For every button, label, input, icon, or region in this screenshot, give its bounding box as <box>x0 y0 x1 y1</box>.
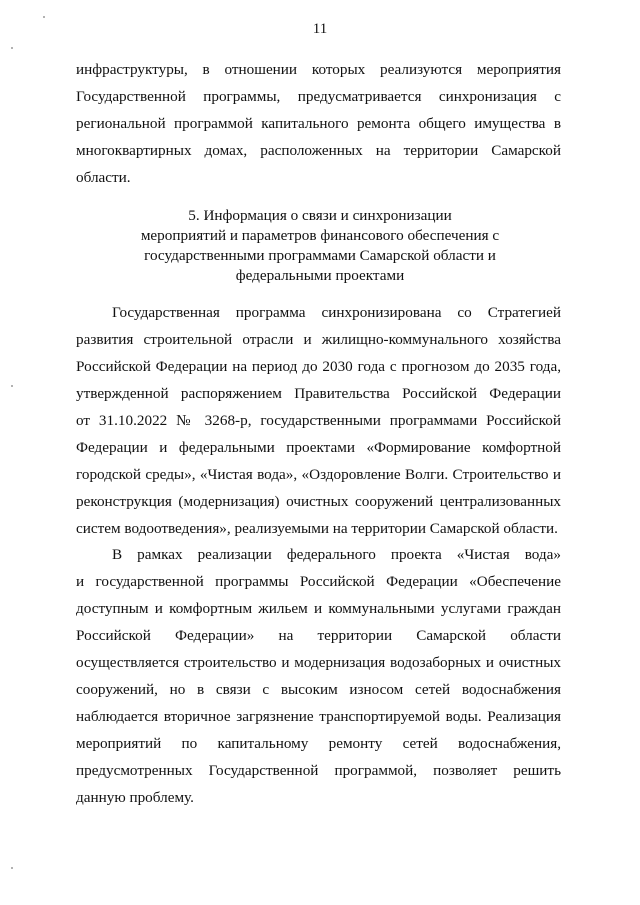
paragraph-3-line: В рамках реализации федерального проекта «Чистая вода» <box>112 546 561 563</box>
paragraph-2-line: систем водоотведения», реализуемыми на территории Самарской области. <box>76 520 558 537</box>
section-heading-line: федеральными проектами <box>235 267 405 284</box>
paragraph-2-line: Государственная программа синхронизирована со Стратегией <box>112 304 561 321</box>
section-heading-line: мероприятий и параметров финансового обеспечения с <box>140 227 500 244</box>
scan-speck <box>43 16 45 18</box>
page-number: 11 <box>312 21 328 37</box>
section-heading-line: 5. Информация о связи и синхронизации <box>188 207 452 224</box>
paragraph-3-line: доступным и комфортным жильем и коммунальными услугами граждан <box>76 600 561 617</box>
scan-speck <box>11 47 13 49</box>
paragraph-3-line: осуществляется строительство и модернизация водозаборных и очистных <box>76 654 561 671</box>
paragraph-3-line: сооружений, но в связи с высоким износом сетей водоснабжения <box>76 681 561 698</box>
paragraph-3-line: Российской Федерации» на территории Самарской области <box>76 627 561 644</box>
paragraph-2-line: Федерации и федеральными проектами «Формирование комфортной <box>76 439 561 456</box>
paragraph-1-line: региональной программой капитального ремонта общего имущества в <box>76 115 561 132</box>
scan-speck <box>11 385 13 387</box>
paragraph-1-line: инфраструктуры, в отношении которых реализуются мероприятия <box>76 61 561 78</box>
scan-speck <box>11 867 13 869</box>
paragraph-2-line: городской среды», «Чистая вода», «Оздоровление Волги. Строительство и <box>76 466 561 483</box>
paragraph-3-line: и государственной программы Российской Федерации «Обеспечение <box>76 573 561 590</box>
paragraph-3-line: данную проблему. <box>76 789 194 806</box>
paragraph-3-line: предусмотренных Государственной программой, позволяет решить <box>76 762 561 779</box>
section-heading-line: государственными программами Самарской области и <box>144 247 496 264</box>
paragraph-1-line: Государственной программы, предусматривается синхронизация с <box>76 88 561 105</box>
paragraph-1-line: многоквартирных домах, расположенных на территории Самарской <box>76 142 561 159</box>
paragraph-1-line: области. <box>76 169 131 186</box>
paragraph-2-line: от 31.10.2022 № 3268-р, государственными программами Российской <box>76 412 561 429</box>
paragraph-2-line: Российской Федерации на период до 2030 года с прогнозом до 2035 года, <box>76 358 561 375</box>
paragraph-3-line: мероприятий по капитальному ремонту сетей водоснабжения, <box>76 735 561 752</box>
paragraph-2-line: утвержденной распоряжением Правительства Российской Федерации <box>76 385 561 402</box>
paragraph-3-line: наблюдается вторичное загрязнение транспортируемой воды. Реализация <box>76 708 561 725</box>
paragraph-2-line: реконструкция (модернизация) очистных сооружений централизованных <box>76 493 561 510</box>
paragraph-2-line: развития строительной отрасли и жилищно-коммунального хозяйства <box>76 331 561 348</box>
